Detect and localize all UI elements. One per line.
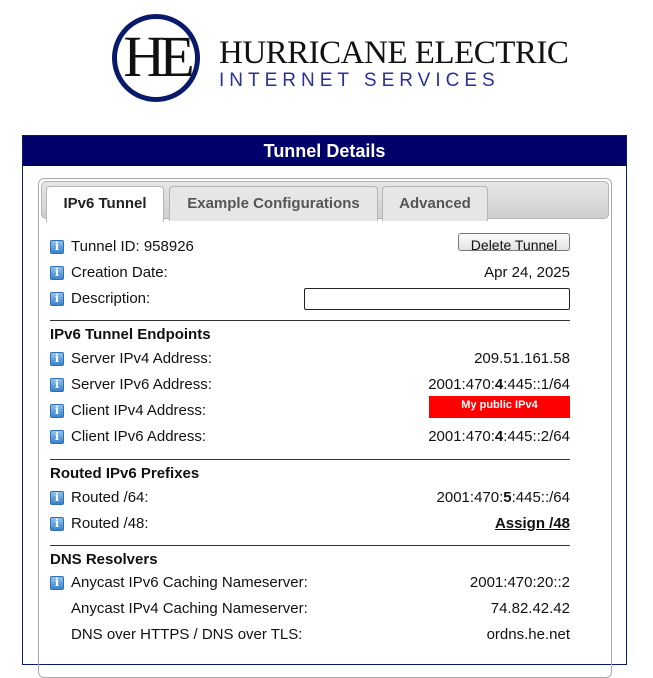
info-icon[interactable]: i	[50, 430, 64, 444]
creation-date-label: Creation Date:	[71, 264, 168, 281]
client-ipv4-label: Client IPv4 Address:	[71, 402, 207, 419]
anycast-ipv6-row	[50, 571, 570, 595]
anycast-ipv4-row	[50, 597, 570, 621]
section-heading-endpoints: IPv6 Tunnel Endpoints	[50, 320, 570, 345]
doh-value: ordns.he.net	[486, 626, 570, 643]
logo-wordmark-line2: INTERNET SERVICES	[219, 70, 500, 91]
tab-ipv6-tunnel[interactable]: IPv6 Tunnel	[46, 186, 164, 222]
server-ipv6-row	[50, 373, 570, 397]
server-ipv4-label: Server IPv4 Address:	[71, 350, 212, 367]
routed-64-value: 2001:470:5:445::/64	[436, 489, 570, 506]
info-icon[interactable]: i	[50, 517, 64, 531]
info-icon[interactable]: i	[50, 240, 64, 254]
description-row	[50, 287, 570, 311]
client-ipv6-value: 2001:470:4:445::2/64	[428, 428, 570, 445]
tab-bar	[41, 181, 609, 219]
client-ipv6-label: Client IPv6 Address:	[71, 428, 207, 445]
logo-monogram: HE	[123, 24, 189, 89]
delete-tunnel-button[interactable]: Delete Tunnel	[458, 233, 570, 251]
logo-wordmark-line1: HURRICANE ELECTRIC	[219, 35, 569, 71]
anycast-ipv4-value: 74.82.42.42	[490, 600, 570, 617]
tab-example-configurations[interactable]: Example Configurations	[169, 186, 378, 221]
routed-48-row	[50, 512, 570, 536]
info-icon[interactable]: i	[50, 378, 64, 392]
routed-64-label: Routed /64:	[71, 489, 149, 506]
description-input[interactable]	[304, 288, 570, 310]
anycast-ipv4-label: Anycast IPv4 Caching Nameserver:	[71, 600, 308, 617]
he-logo	[112, 14, 569, 110]
tunnel-id-label: Tunnel ID:	[71, 238, 140, 255]
tab-advanced[interactable]: Advanced	[382, 186, 488, 221]
doh-row	[50, 623, 570, 647]
assign-48-link[interactable]: Assign /48	[494, 515, 570, 532]
section-heading-routed: Routed IPv6 Prefixes	[50, 459, 570, 484]
server-ipv6-label: Server IPv6 Address:	[71, 376, 212, 393]
client-ipv4-row	[50, 399, 570, 423]
server-ipv4-value: 209.51.161.58	[474, 350, 570, 367]
info-icon[interactable]: i	[50, 576, 64, 590]
tunnel-details-panel	[22, 135, 627, 665]
server-ipv4-row	[50, 347, 570, 371]
info-icon[interactable]: i	[50, 491, 64, 505]
tunnel-id-value: 958926	[143, 238, 194, 255]
creation-date-value: Apr 24, 2025	[484, 264, 570, 281]
routed-48-label: Routed /48:	[71, 515, 149, 532]
panel-title: Tunnel Details	[23, 136, 626, 166]
info-icon[interactable]: i	[50, 266, 64, 280]
creation-date-row	[50, 261, 570, 285]
description-label: Description:	[71, 290, 151, 307]
info-icon[interactable]: i	[50, 352, 64, 366]
anycast-ipv6-label: Anycast IPv6 Caching Nameserver:	[71, 574, 308, 591]
info-icon[interactable]: i	[50, 292, 64, 306]
client-ipv6-row	[50, 425, 570, 449]
client-ipv4-redaction: My public IPv4	[429, 396, 570, 418]
section-heading-dns: DNS Resolvers	[50, 545, 570, 570]
anycast-ipv6-value: 2001:470:20::2	[469, 574, 570, 591]
doh-label: DNS over HTTPS / DNS over TLS:	[71, 626, 303, 643]
server-ipv6-value: 2001:470:4:445::1/64	[428, 376, 570, 393]
routed-64-row	[50, 486, 570, 510]
info-icon[interactable]: i	[50, 404, 64, 418]
tunnel-id-row	[50, 235, 570, 259]
